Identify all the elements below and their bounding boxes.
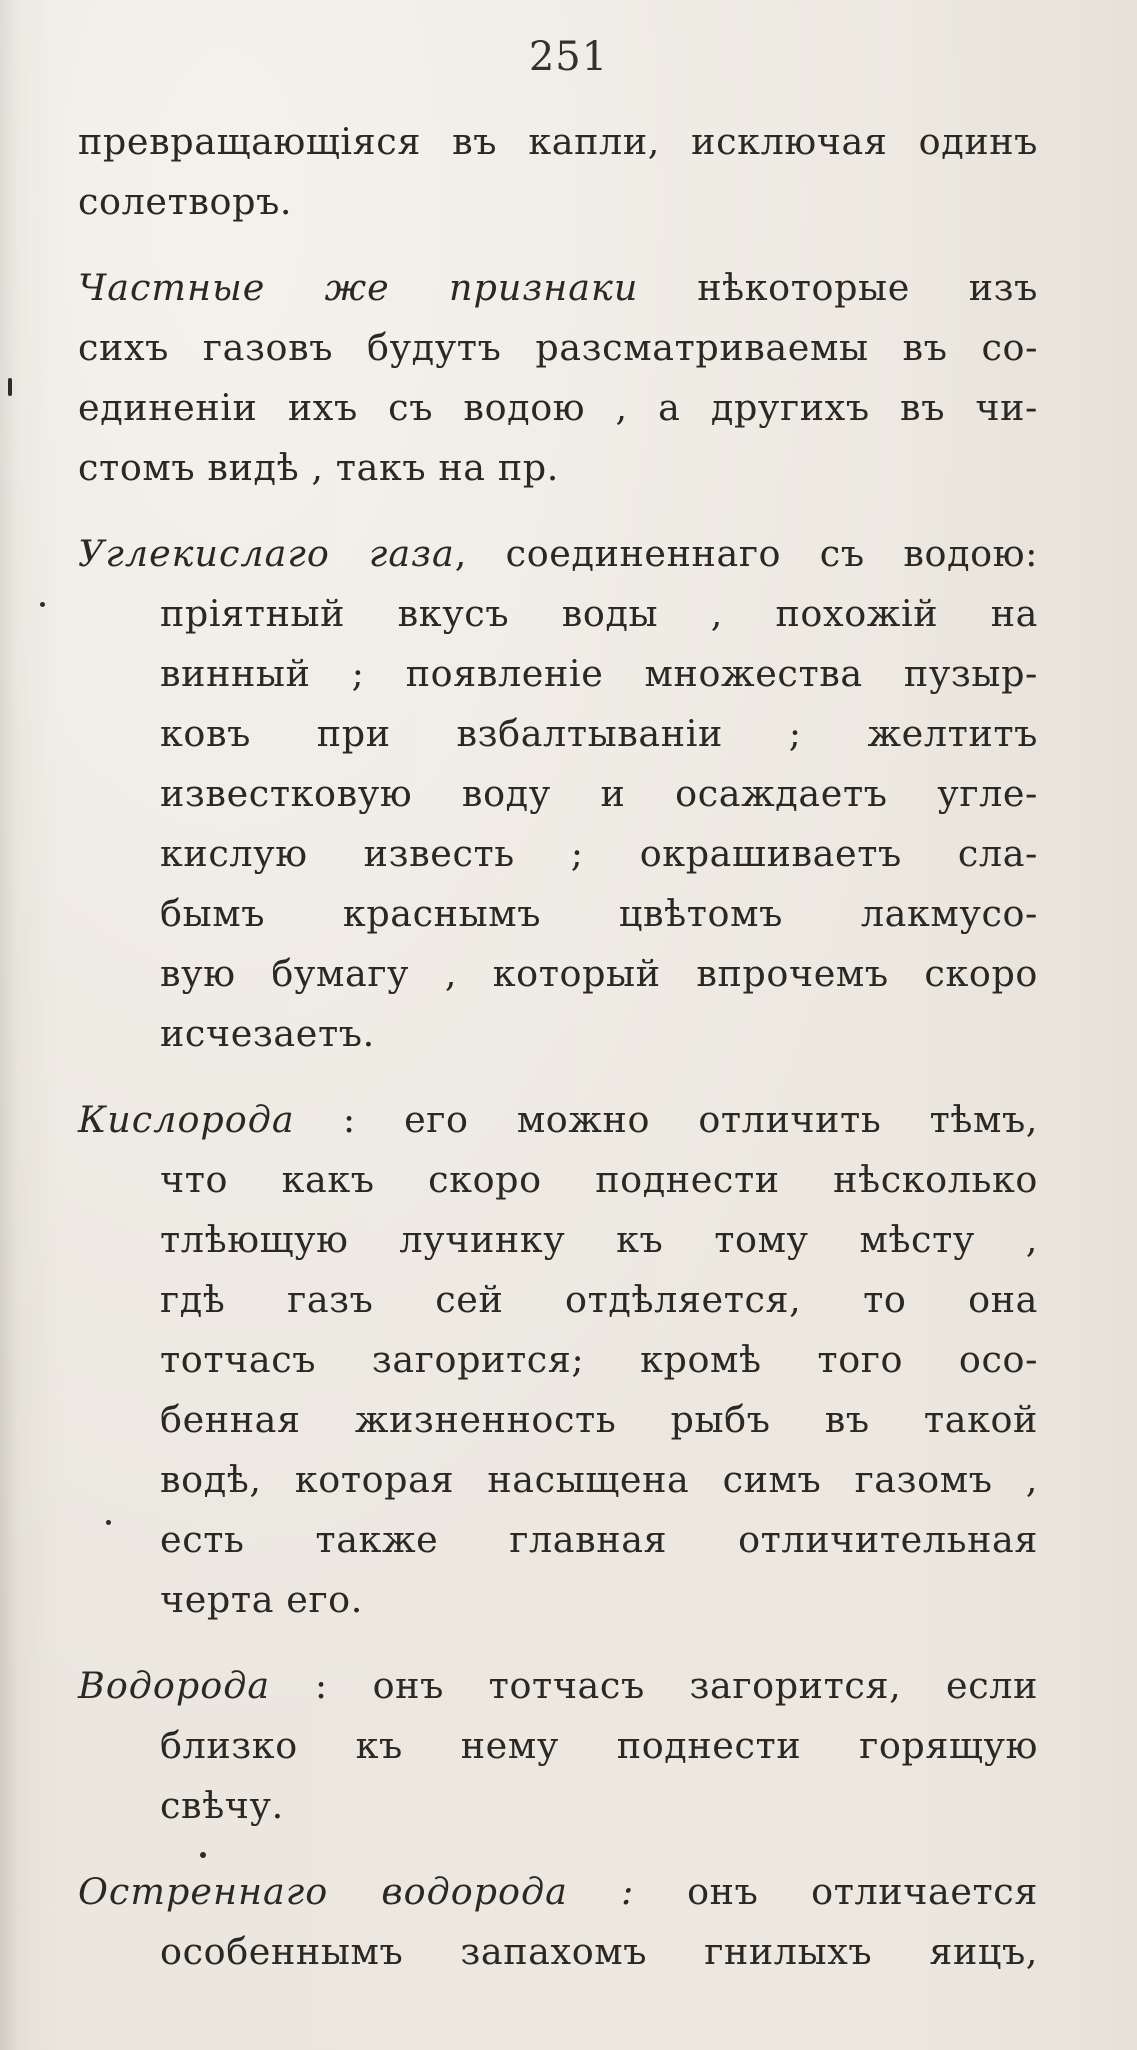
text-line: стомъ видѣ , такъ на пр.: [78, 446, 559, 489]
paragraph-first-line: [78, 258, 1038, 318]
entry-line: есть также главная отличительная: [160, 1518, 1038, 1561]
entry-first-line: [78, 1656, 1038, 1716]
entry-line: кислую известь ; окрашиваетъ сла-: [160, 832, 1038, 875]
entry-term: Остреннаго водорода :: [78, 1870, 635, 1913]
entry-line: водѣ, которая насыщена симъ газомъ ,: [160, 1458, 1038, 1501]
text-span: : его можно отличить тѣмъ,: [294, 1098, 1038, 1141]
ink-speck: [106, 1520, 111, 1525]
entry-line: пріятный вкусъ воды , похожій на: [160, 592, 1038, 635]
entry-line: тотчасъ загорится; кромѣ того осо-: [160, 1338, 1038, 1381]
entry-line: бымъ краснымъ цвѣтомъ лакмусо-: [160, 892, 1038, 935]
entry-line: известковую воду и осаждаетъ угле-: [160, 772, 1038, 815]
entry-first-line: [78, 1090, 1038, 1150]
entry-line: особеннымъ запахомъ гнилыхъ яицъ,: [160, 1930, 1038, 1973]
text-line: превращающіяся въ капли, исключая одинъ: [78, 120, 1038, 163]
italic-phrase: Частные же признаки: [78, 266, 639, 309]
entry-line: тлѣющую лучинку къ тому мѣсту ,: [160, 1218, 1038, 1261]
text-line: солетворъ.: [78, 180, 293, 223]
entry-line: гдѣ газъ сей отдѣляется, то она: [160, 1278, 1038, 1321]
entry-first-line: [78, 524, 1038, 584]
text-line: единеніи ихъ съ водою , а другихъ въ чи-: [78, 386, 1038, 429]
text-span: : онъ тотчасъ загорится, если: [270, 1664, 1038, 1707]
entry-line: черта его.: [160, 1578, 363, 1621]
entry-line: винный ; появленіе множества пузыр-: [160, 652, 1038, 695]
entry-line: вую бумагу , который впрочемъ скоро: [160, 952, 1038, 995]
entry-term: Углекислаго газа: [78, 532, 455, 575]
page-text: [78, 112, 1038, 1982]
ink-speck: [200, 1852, 206, 1858]
entry-first-line: [78, 1862, 1038, 1922]
entry-line: исчезаетъ.: [160, 1012, 375, 1055]
ink-speck: [8, 378, 12, 396]
entry-line: свѣчу.: [160, 1784, 284, 1827]
entry-line: близко къ нему поднести горящую: [160, 1724, 1038, 1767]
entry-line: что какъ скоро поднести нѣсколько: [160, 1158, 1038, 1201]
text-line: сихъ газовъ будутъ разсматриваемы въ со-: [78, 326, 1038, 369]
text-span: , соединеннаго съ водою:: [454, 532, 1038, 575]
entry-term: Кислорода: [78, 1098, 295, 1141]
entry-term: Водорода: [78, 1664, 271, 1707]
text-span: нѣкоторые изъ: [638, 266, 1038, 309]
entry-line: бенная жизненность рыбъ въ такой: [160, 1398, 1038, 1441]
entry-line: ковъ при взбалтываніи ; желтитъ: [160, 712, 1038, 755]
page-number: 251: [528, 34, 609, 80]
ink-speck: [40, 602, 45, 607]
text-span: онъ отличается: [634, 1870, 1038, 1913]
